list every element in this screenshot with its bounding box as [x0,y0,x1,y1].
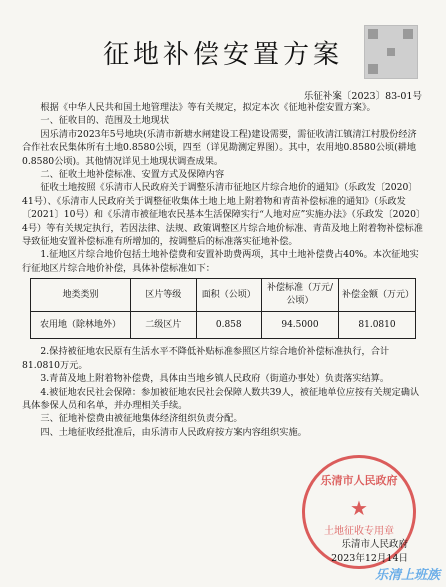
table-cell: 农用地（除林地外） [31,312,131,339]
signature-org: 乐清市人民政府 [341,539,408,550]
seal-ring-text: 乐清市人民政府 [320,474,398,487]
intro-paragraph: 根据《中华人民共和国土地管理法》等有关规定，拟定本次《征地补偿安置方案》。 [40,102,376,113]
table-header-row [31,279,416,312]
section-2-body: 征收土地按照《乐清市人民政府关于调整乐清市征地区片综合地价的通知》（乐政发〔2020〕41号）、《乐清市人民政府关于调整征收集体土地上地上附着物和青苗补偿标准的通知》（乐政发〔2021〕10号）和《乐清市被征地农民基本生活保障实行“人地对应”实施办法》（乐政发〔2020〕4号）等有关规定执行，若因法律、法规、政策调整区片综合地价标准、青苗及地上附着物补偿标准导致征地安置补偿标准有所增加的，按调整后的标准落实征地补偿。 [22,182,423,248]
table-cell: 81.0810 [338,312,415,339]
item-1-paragraph: 1.征地区片综合地价包括土地补偿费和安置补助费两项，其中土地补偿费占40%。本次征地实行征地区片综合地价补偿，具体补偿标准如下： [22,249,419,274]
document-number: 乐征补案〔2023〕83-01号 [303,91,422,102]
table-row [31,312,416,339]
table-header-cell: 区片等级 [131,279,196,312]
section-3-paragraph: 三、征地补偿费由被征地集体经济组织负责分配。 [40,413,243,425]
watermark-logo: 乐清上班族 [374,568,440,583]
item-3-paragraph: 3.青苗及地上附着物补偿费，具体由当地乡镇人民政府（街道办事处）负责落实结算。 [40,373,390,385]
table-header-cell: 补偿金额（万元） [338,279,415,312]
table-header-cell: 补偿标准（万元/公顷） [261,279,338,312]
table-header-cell: 地类类别 [31,279,131,312]
table-cell: 0.858 [196,312,261,339]
section-2-heading: 二、征收土地补偿标准、安置方式及保障内容 [40,169,225,181]
document-title: 征地补偿安置方案 [102,40,343,70]
item-4-paragraph: 4.被征地农民社会保障：参加被征地农民社会保障人数共39人，被征地单位应按有关规定确认具体参保人员和名单，并办理相关手续。 [22,386,420,411]
table-header-cell: 面积（公顷） [196,279,261,312]
signature-block [331,538,408,566]
seal-inner-text: 土地征收专用章 [324,526,394,537]
item-2-paragraph: 2.保持被征地农民原有生活水平不降低补贴标准参照区片综合地价补偿标准执行，合计81.0810万元。 [22,346,390,371]
seal-star-icon: ★ [350,496,368,520]
signature-date: 2023年12月14日 [331,553,408,564]
compensation-table [30,278,416,339]
document-body [22,101,424,439]
table-cell: 二级区片 [131,312,196,339]
section-1-heading: 一、征收目的、范围及土地现状 [40,115,170,127]
table-cell: 94.5000 [261,312,338,339]
section-4-paragraph: 四、土地征收经批准后，由乐清市人民政府按方案内容组织实施。 [40,426,307,438]
section-1-body: 因乐清市2023年5号地块(乐清市新塘水闸建设工程)建设需要，需征收清江镇清江村股份经济合作社农民集体所有土地0.8580公顷，四至（详见勘测定界图）。其中，农用地0.8580公顷(耕地0.8580公顷)。其他情况详见土地现状调查成果。 [22,128,417,167]
